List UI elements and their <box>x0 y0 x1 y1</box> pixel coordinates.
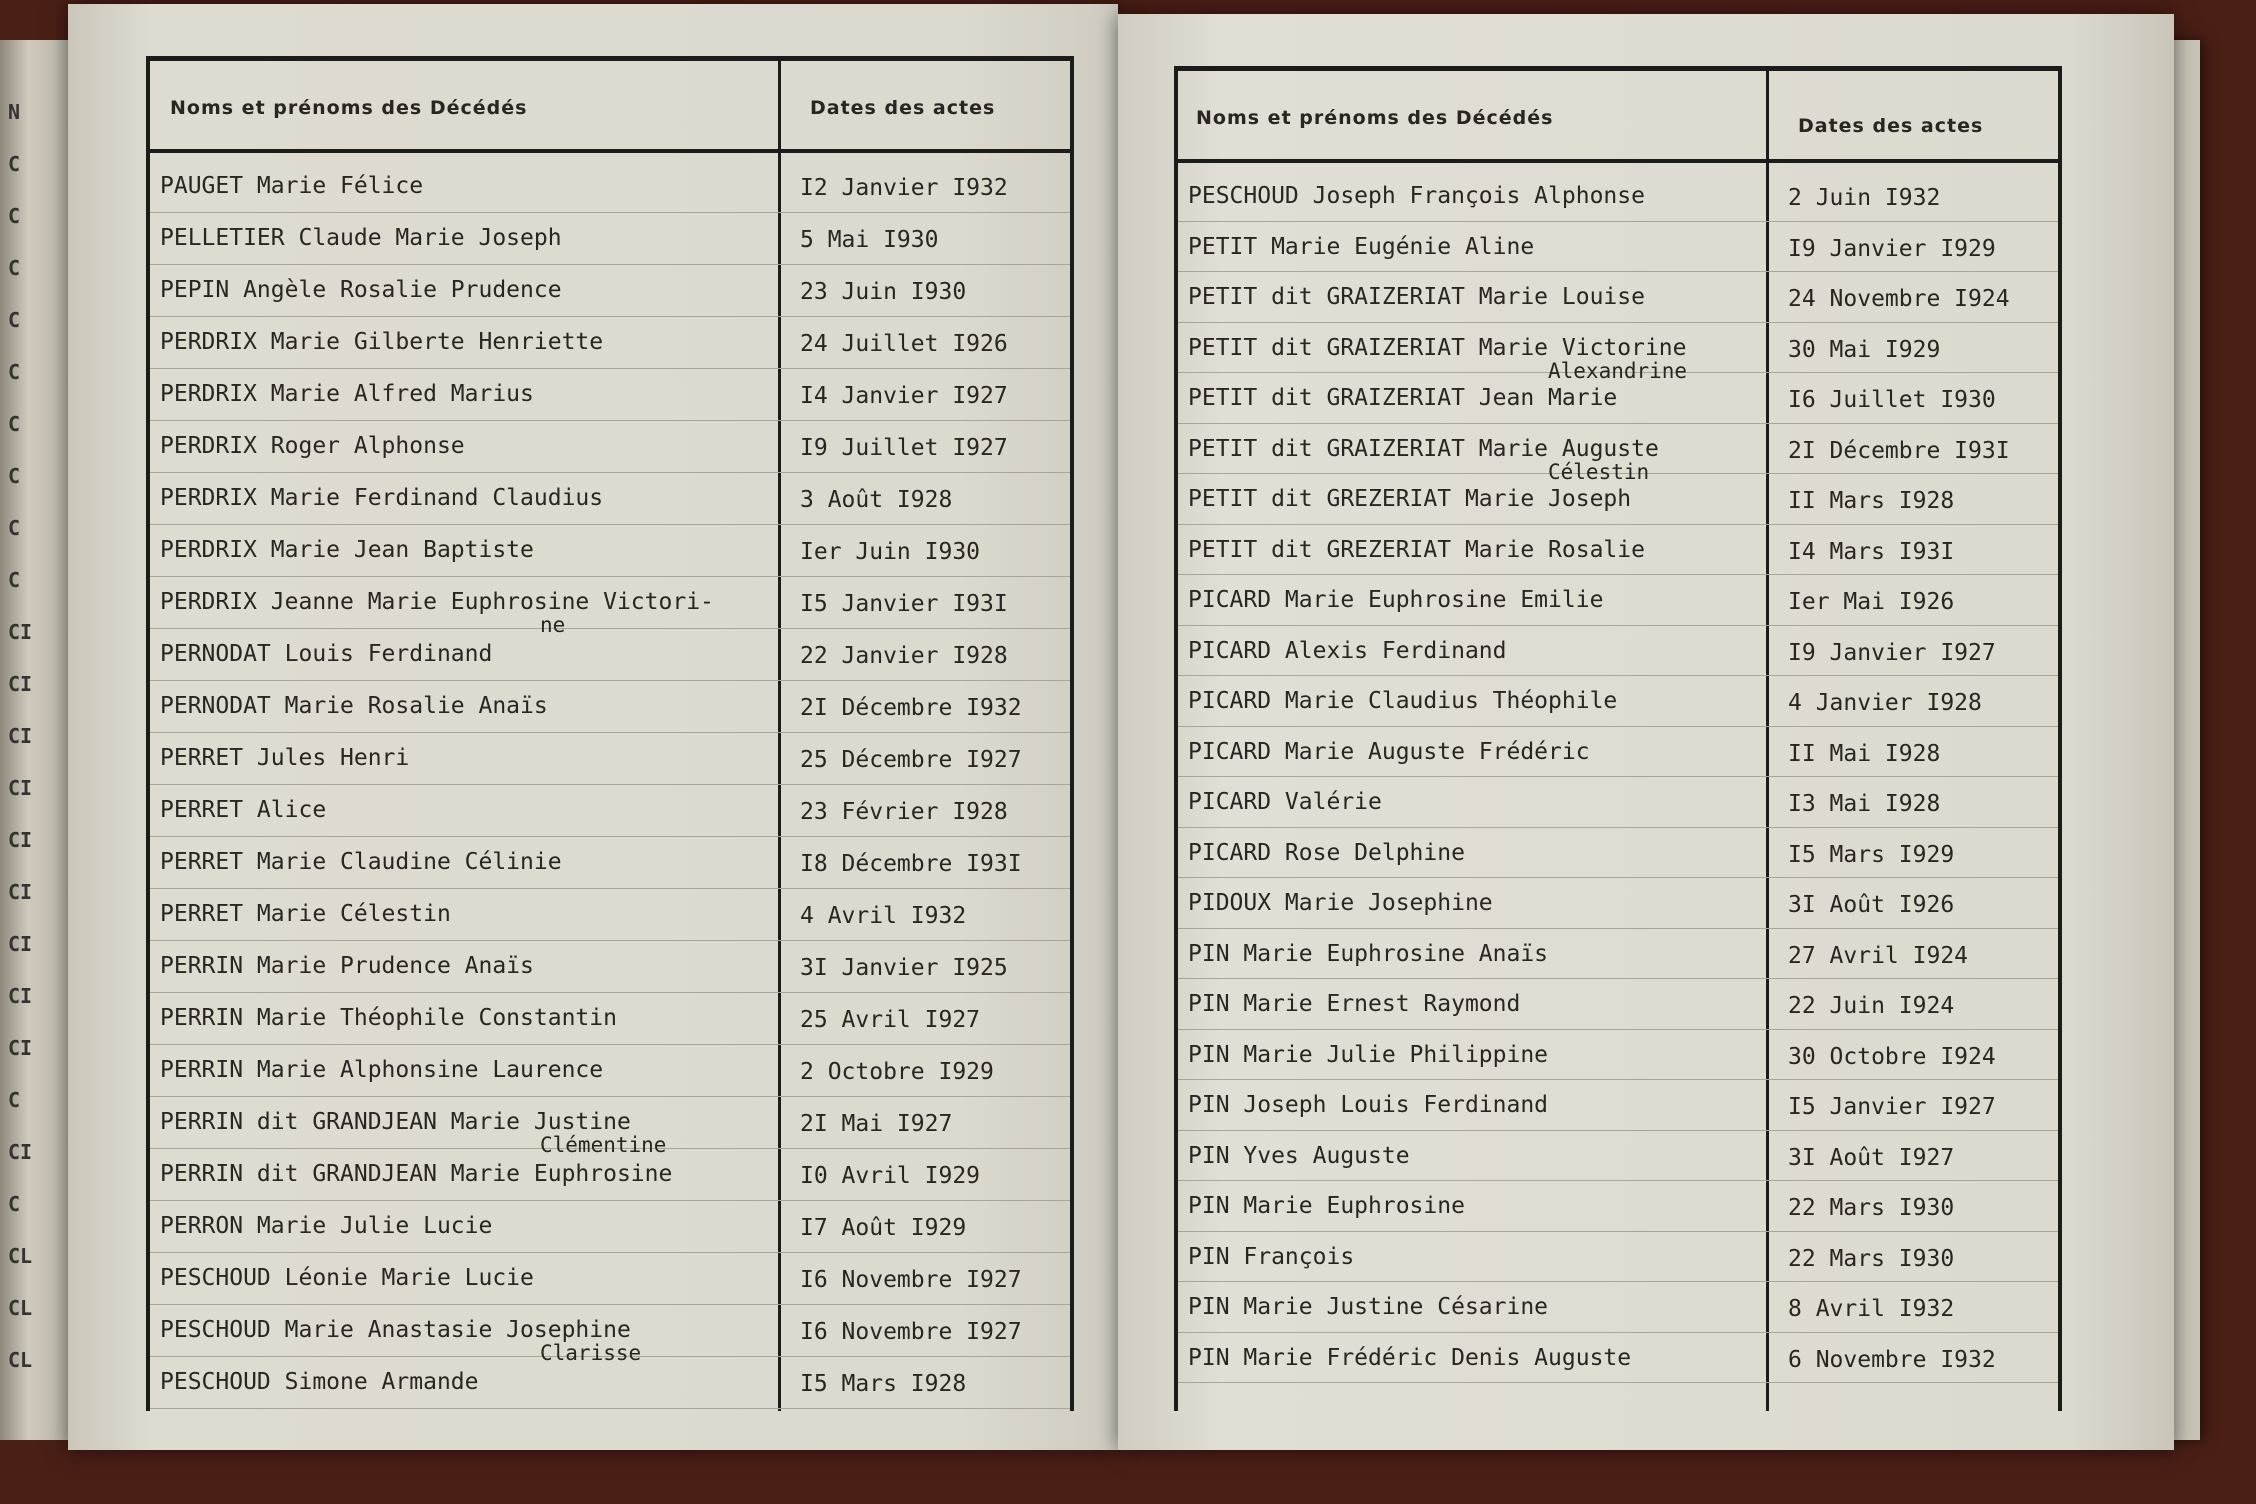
act-date: 3I Août I927 <box>1788 1144 1955 1171</box>
deceased-name: PIN François <box>1188 1243 1355 1270</box>
dates-column-header: Dates des actes <box>1798 115 1984 137</box>
table-row <box>1178 777 2058 828</box>
table-row <box>150 1357 1070 1409</box>
table-row <box>150 941 1070 993</box>
act-date: Ier Juin I930 <box>800 539 981 565</box>
table-row <box>1178 626 2058 677</box>
edge-tab-letter: CI <box>8 1036 33 1060</box>
deceased-name: PICARD Marie Claudius Théophile <box>1188 688 1618 714</box>
deceased-name: PERDRIX Marie Jean Baptiste <box>160 537 534 563</box>
deceased-name: PERRIN Marie Alphonsine Laurence <box>160 1057 604 1083</box>
deceased-name: PESCHOUD Joseph François Alphonse <box>1188 183 1645 209</box>
table-row <box>150 733 1070 785</box>
table-row <box>150 473 1070 525</box>
table-row <box>1178 1131 2058 1182</box>
act-date: 8 Avril I932 <box>1788 1296 1955 1322</box>
act-date: I4 Janvier I927 <box>800 383 1008 409</box>
table-row <box>1178 272 2058 323</box>
dates-column-header: Dates des actes <box>810 97 996 119</box>
deceased-name: PERRON Marie Julie Lucie <box>160 1213 493 1239</box>
deceased-name-continuation: ne <box>540 613 566 637</box>
table-row <box>1178 323 2058 383</box>
deceased-name: PETIT dit GRAIZERIAT Marie Louise <box>1188 284 1645 310</box>
edge-tab-letter: C <box>8 152 21 176</box>
deceased-name: PIN Marie Frédéric Denis Auguste <box>1188 1344 1632 1371</box>
deceased-name: PERDRIX Marie Ferdinand Claudius <box>160 485 604 511</box>
table-row <box>1178 676 2058 727</box>
table-row <box>1178 979 2058 1030</box>
deceased-name: PERRET Jules Henri <box>160 745 410 771</box>
edge-tab-letter: CL <box>8 1296 33 1320</box>
act-date: Ier Mai I926 <box>1788 589 1955 615</box>
act-date: I6 Juillet I930 <box>1788 387 1996 413</box>
deceased-name: PESCHOUD Marie Anastasie Josephine <box>160 1317 631 1343</box>
table-row <box>150 577 1070 637</box>
deceased-name: PETIT dit GREZERIAT Marie Joseph <box>1188 486 1632 512</box>
table-row <box>1178 1232 2058 1283</box>
act-date: 2 Octobre I929 <box>800 1059 994 1085</box>
deceased-name: PERDRIX Marie Gilberte Henriette <box>160 329 604 355</box>
table-row <box>1178 222 2058 273</box>
table-row <box>150 785 1070 837</box>
left-register-table <box>146 56 1074 1411</box>
underlying-page-edge <box>0 40 73 1440</box>
table-row <box>1178 1333 2058 1384</box>
act-date: I9 Juillet I927 <box>800 435 1008 461</box>
left-table-header <box>150 61 1070 153</box>
deceased-name: PERRIN dit GRANDJEAN Marie Euphrosine <box>160 1161 673 1187</box>
deceased-name-continuation: Célestin <box>1548 459 1650 484</box>
act-date: I5 Janvier I93I <box>800 591 1008 617</box>
act-date: 30 Mai I929 <box>1788 336 1941 363</box>
edge-tab-letter: CI <box>8 620 33 644</box>
table-row <box>150 525 1070 577</box>
table-row <box>150 681 1070 733</box>
deceased-name: PETIT dit GRAIZERIAT Jean Marie <box>1188 385 1618 411</box>
act-date: II Mai I928 <box>1788 740 1941 767</box>
left-rows <box>150 161 1070 1409</box>
table-row <box>150 1253 1070 1305</box>
act-date: I5 Mars I929 <box>1788 841 1955 868</box>
names-column-header: Noms et prénoms des Décédés <box>170 97 528 119</box>
edge-tab-letter: C <box>8 256 21 280</box>
deceased-name: PERNODAT Marie Rosalie Anaïs <box>160 693 548 719</box>
edge-tab-letter: CI <box>8 724 33 748</box>
deceased-name: PIN Marie Julie Philippine <box>1188 1041 1549 1068</box>
act-date: I6 Novembre I927 <box>800 1319 1022 1345</box>
act-date: 23 Février I928 <box>800 799 1008 825</box>
act-date: I4 Mars I93I <box>1788 538 1955 565</box>
right-register-table <box>1174 66 2062 1411</box>
table-row <box>150 369 1070 421</box>
table-row <box>1178 525 2058 576</box>
act-date: I2 Janvier I932 <box>800 175 1008 201</box>
act-date: 25 Décembre I927 <box>800 747 1022 773</box>
act-date: 25 Avril I927 <box>800 1007 981 1033</box>
deceased-name-continuation: Alexandrine <box>1548 358 1688 383</box>
deceased-name: PICARD Rose Delphine <box>1188 839 1465 866</box>
act-date: 24 Juillet I926 <box>800 331 1008 357</box>
act-date: 2I Décembre I93I <box>1788 437 2010 464</box>
deceased-name: PETIT Marie Eugénie Aline <box>1188 233 1535 260</box>
act-date: I5 Janvier I927 <box>1788 1094 1996 1120</box>
deceased-name: PETIT dit GRAIZERIAT Marie Auguste <box>1188 435 1659 462</box>
table-row <box>150 1201 1070 1253</box>
act-date: 22 Mars I930 <box>1788 1195 1955 1221</box>
edge-tab-letter: C <box>8 1088 21 1112</box>
edge-tab-letter: C <box>8 360 21 384</box>
table-row <box>1178 1181 2058 1232</box>
act-date: II Mars I928 <box>1788 488 1955 514</box>
act-date: I5 Mars I928 <box>800 1371 967 1397</box>
act-date: I6 Novembre I927 <box>800 1267 1022 1293</box>
deceased-name: PICARD Valérie <box>1188 789 1382 815</box>
act-date: 22 Mars I930 <box>1788 1245 1955 1272</box>
edge-tab-letter: C <box>8 1192 21 1216</box>
table-row <box>1178 1282 2058 1333</box>
act-date: 30 Octobre I924 <box>1788 1043 1996 1070</box>
act-date: 22 Juin I924 <box>1788 993 1955 1019</box>
table-row <box>150 629 1070 681</box>
deceased-name: PERRET Marie Célestin <box>160 901 451 927</box>
table-row <box>150 317 1070 369</box>
deceased-name: PIDOUX Marie Josephine <box>1188 890 1493 916</box>
table-row <box>1178 727 2058 778</box>
edge-tab-letter: C <box>8 464 21 488</box>
deceased-name: PERRET Marie Claudine Célinie <box>160 849 562 875</box>
edge-tab-letter: CL <box>8 1348 33 1372</box>
deceased-name: PETIT dit GRAIZERIAT Marie Victorine <box>1188 334 1687 361</box>
edge-tab-letter: CI <box>8 828 33 852</box>
table-row <box>150 265 1070 317</box>
deceased-name: PESCHOUD Simone Armande <box>160 1369 479 1395</box>
act-date: 2I Décembre I932 <box>800 695 1022 721</box>
deceased-name: PIN Yves Auguste <box>1188 1142 1410 1169</box>
edge-tab-letter: C <box>8 204 21 228</box>
act-date: 3I Janvier I925 <box>800 955 1008 981</box>
edge-tab-letter: CI <box>8 932 33 956</box>
deceased-name: PETIT dit GREZERIAT Marie Rosalie <box>1188 536 1645 563</box>
edge-tab-letter: CI <box>8 776 33 800</box>
table-row <box>150 1097 1070 1157</box>
table-row <box>1178 878 2058 929</box>
names-column-header: Noms et prénoms des Décédés <box>1196 107 1554 129</box>
edge-tab-letter: N <box>8 100 21 124</box>
act-date: 2 Juin I932 <box>1788 185 1941 211</box>
deceased-name: PIN Marie Euphrosine Anaïs <box>1188 940 1549 967</box>
table-row <box>1178 171 2058 222</box>
deceased-name: PERRIN dit GRANDJEAN Marie Justine <box>160 1109 631 1135</box>
edge-tab-letter: CI <box>8 1140 33 1164</box>
act-date: I8 Décembre I93I <box>800 851 1022 877</box>
edge-tab-letter: CI <box>8 984 33 1008</box>
right-rows <box>1178 171 2058 1383</box>
act-date: 23 Juin I930 <box>800 279 967 305</box>
table-row <box>1178 575 2058 626</box>
act-date: 27 Avril I924 <box>1788 942 1969 969</box>
table-row <box>150 889 1070 941</box>
act-date: I9 Janvier I929 <box>1788 235 1996 262</box>
table-row <box>150 1045 1070 1097</box>
deceased-name: PAUGET Marie Félice <box>160 173 424 199</box>
table-row <box>1178 474 2058 525</box>
deceased-name: PICARD Alexis Ferdinand <box>1188 637 1507 664</box>
deceased-name: PIN Marie Ernest Raymond <box>1188 991 1521 1017</box>
deceased-name: PERDRIX Roger Alphonse <box>160 433 465 459</box>
table-row <box>150 993 1070 1045</box>
edge-tab-letter: CI <box>8 672 33 696</box>
table-row <box>1178 828 2058 879</box>
edge-tab-letter: CL <box>8 1244 33 1268</box>
table-row <box>1178 1080 2058 1131</box>
table-row <box>150 213 1070 265</box>
right-table-header <box>1178 71 2058 163</box>
act-date: I7 Août I929 <box>800 1215 967 1241</box>
table-row <box>150 421 1070 473</box>
table-row <box>1178 929 2058 980</box>
act-date: 22 Janvier I928 <box>800 643 1008 669</box>
deceased-name: PIN Marie Justine Césarine <box>1188 1294 1549 1320</box>
deceased-name-continuation: Clémentine <box>540 1133 667 1157</box>
edge-tab-letter: CI <box>8 880 33 904</box>
edge-tab-letter: C <box>8 516 21 540</box>
deceased-name: PICARD Marie Auguste Frédéric <box>1188 738 1590 765</box>
act-date: I0 Avril I929 <box>800 1163 981 1189</box>
deceased-name: PESCHOUD Léonie Marie Lucie <box>160 1265 534 1291</box>
act-date: 5 Mai I930 <box>800 227 939 253</box>
deceased-name: PIN Marie Euphrosine <box>1188 1193 1465 1219</box>
deceased-name: PICARD Marie Euphrosine Emilie <box>1188 587 1604 613</box>
table-row <box>150 161 1070 213</box>
edge-tab-letter: C <box>8 412 21 436</box>
table-row <box>1178 1030 2058 1081</box>
right-page <box>1118 14 2174 1450</box>
edge-tab-letter: C <box>8 568 21 592</box>
edge-tab-letter: C <box>8 308 21 332</box>
table-row <box>150 837 1070 889</box>
act-date: 3I Août I926 <box>1788 892 1955 918</box>
table-row <box>1178 424 2058 484</box>
act-date: 24 Novembre I924 <box>1788 286 2010 312</box>
table-row <box>150 1149 1070 1201</box>
deceased-name: PERRIN Marie Prudence Anaïs <box>160 953 534 979</box>
deceased-name: PERDRIX Marie Alfred Marius <box>160 381 534 407</box>
deceased-name: PEPIN Angèle Rosalie Prudence <box>160 277 562 303</box>
left-page <box>68 4 1118 1450</box>
deceased-name-continuation: Clarisse <box>540 1341 642 1365</box>
table-row <box>1178 373 2058 424</box>
act-date: I9 Janvier I927 <box>1788 639 1996 666</box>
act-date: 3 Août I928 <box>800 487 953 513</box>
act-date: 2I Mai I927 <box>800 1111 953 1137</box>
deceased-name: PIN Joseph Louis Ferdinand <box>1188 1092 1549 1118</box>
deceased-name: PERDRIX Jeanne Marie Euphrosine Victori- <box>160 589 714 615</box>
act-date: 4 Janvier I928 <box>1788 690 1982 716</box>
act-date: 4 Avril I932 <box>800 903 967 929</box>
deceased-name: PERRIN Marie Théophile Constantin <box>160 1005 617 1031</box>
deceased-name: PELLETIER Claude Marie Joseph <box>160 225 562 251</box>
deceased-name: PERNODAT Louis Ferdinand <box>160 641 493 667</box>
deceased-name: PERRET Alice <box>160 797 327 823</box>
act-date: 6 Novembre I932 <box>1788 1346 1996 1373</box>
act-date: I3 Mai I928 <box>1788 791 1941 817</box>
table-row <box>150 1305 1070 1365</box>
